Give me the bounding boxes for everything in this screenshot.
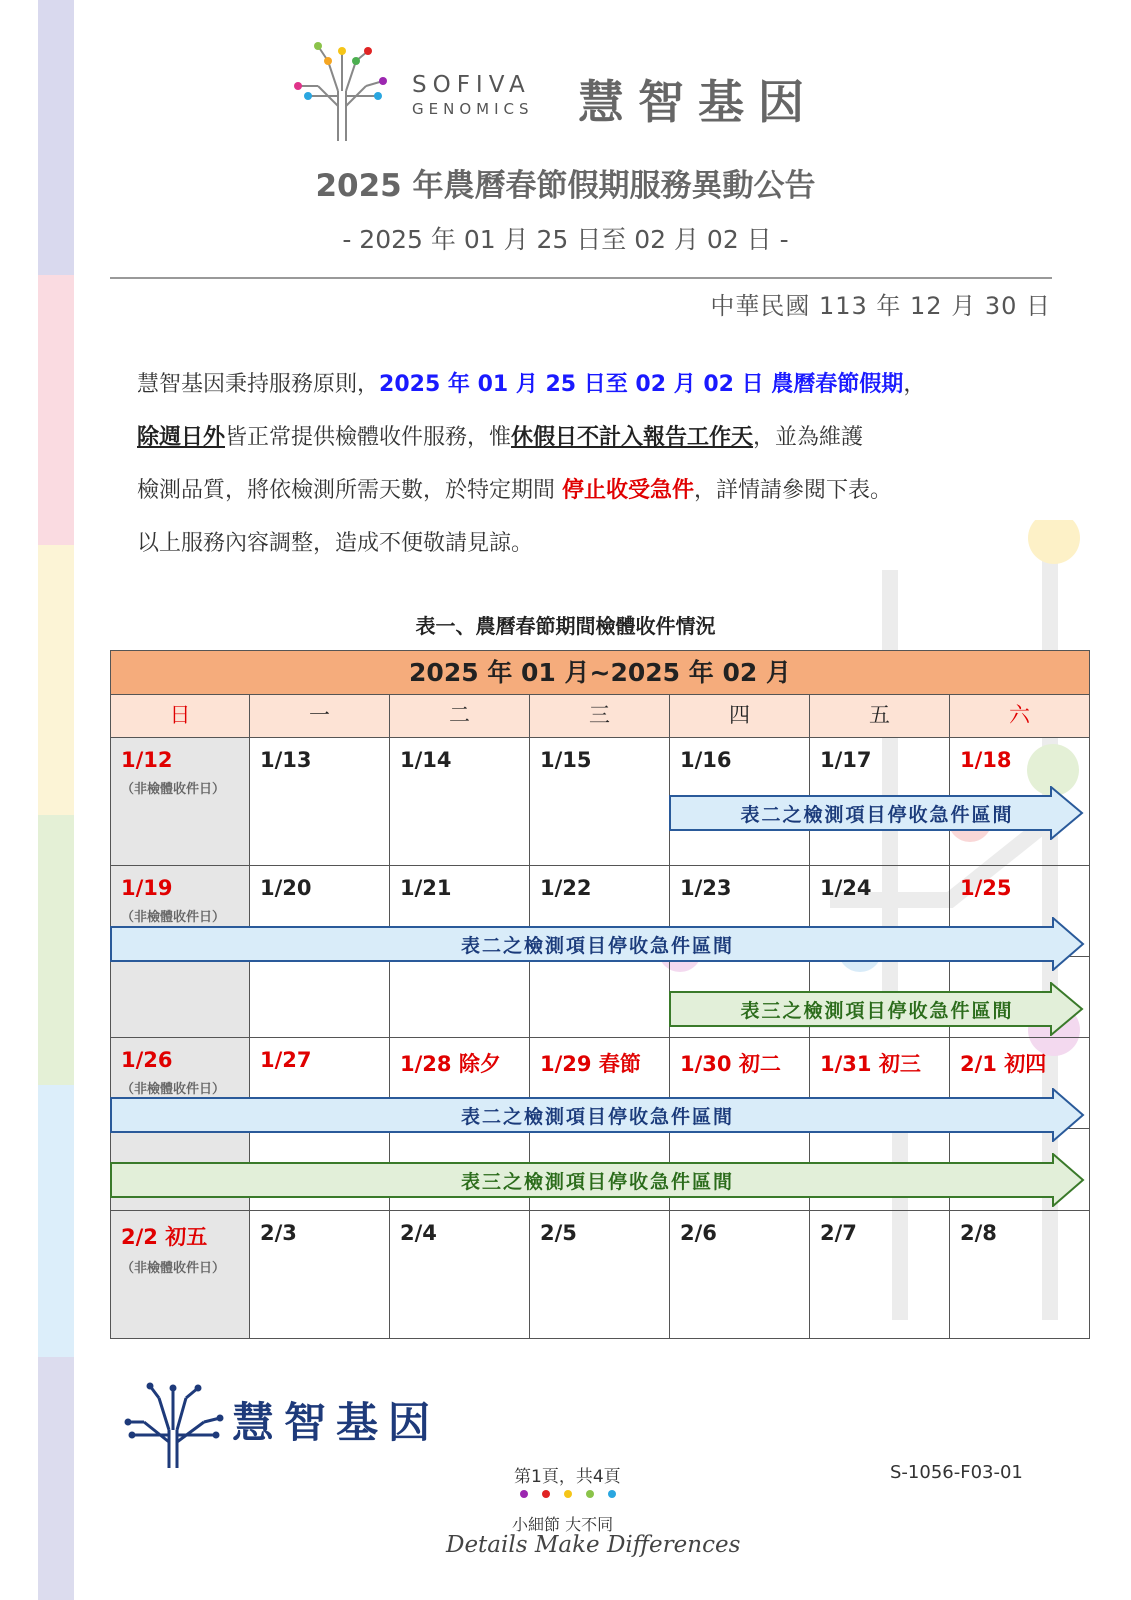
date-cell: 2/7 (810, 1211, 950, 1339)
dot-icon (542, 1490, 550, 1498)
brand-name: 慧智基因 (578, 75, 818, 129)
week-row-4 (110, 1211, 1090, 1339)
document-number: S-1056-F03-01 (890, 1462, 1023, 1483)
body-line-1: 慧智基因秉持服務原則，2025 年 01 月 25 日至 02 月 02 日 農曆春節假期， (137, 372, 926, 397)
announcement-body (137, 358, 1037, 570)
footer-logo (124, 1380, 464, 1470)
date-cell: 1/12 （非檢體收件日） (110, 738, 250, 866)
weekday-wed: 三 (530, 695, 670, 738)
date-cell: 1/20 (250, 866, 390, 1038)
date-cell: 2/5 (530, 1211, 670, 1339)
color-dots (520, 1490, 616, 1498)
date-cell: 1/24 (810, 866, 950, 1038)
date-cell: 1/17 (810, 738, 950, 866)
arrow-table3-interval: 表三之檢測項目停收急件區間 (110, 1163, 1085, 1197)
date-cell: 1/30 初二 (670, 1038, 810, 1211)
date-cell: 2/2 初五 （非檢體收件日） (110, 1211, 250, 1339)
date-cell: 1/15 (530, 738, 670, 866)
slogan-chinese: 小細節 大不同 (512, 1515, 614, 1534)
weekday-sat: 六 (950, 695, 1090, 738)
date-cell: 1/23 (670, 866, 810, 1038)
weekday-mon: 一 (250, 695, 390, 738)
page-subtitle: - 2025 年 01 月 25 日至 02 月 02 日 - (342, 225, 789, 254)
date-cell: 2/6 (670, 1211, 810, 1339)
week-row-3 (110, 1038, 1090, 1211)
dot-icon (564, 1490, 572, 1498)
date-cell: 1/27 (250, 1038, 390, 1211)
tree-logo-icon (124, 1380, 224, 1470)
date-cell: 2/3 (250, 1211, 390, 1339)
table-caption: 表一、農曆春節期間檢體收件情況 (415, 614, 716, 638)
date-cell: 1/28 除夕 (390, 1038, 530, 1211)
footer-brand: 慧智基因 (232, 1398, 441, 1447)
date-cell: 2/1 初四 (950, 1038, 1090, 1211)
weekday-thu: 四 (670, 695, 810, 738)
sofiva-logo (288, 36, 848, 146)
arrow-table2-interval: 表二之檢測項目停收急件區間 (669, 796, 1085, 830)
divider (110, 277, 1052, 279)
week-row-2 (110, 866, 1090, 1038)
weekday-tue: 二 (390, 695, 530, 738)
dot-icon (586, 1490, 594, 1498)
weekday-fri: 五 (810, 695, 950, 738)
dot-icon (520, 1490, 528, 1498)
announcement-date: 中華民國 113 年 12 月 30 日 (710, 292, 1051, 320)
dot-icon (608, 1490, 616, 1498)
date-cell: 1/26 （非檢體收件日） (110, 1038, 250, 1211)
date-cell: 1/31 初三 (810, 1038, 950, 1211)
date-cell: 1/16 (670, 738, 810, 866)
page-number: 第1頁，共4頁 (514, 1467, 621, 1487)
arrow-table2-interval: 表二之檢測項目停收急件區間 (110, 927, 1085, 961)
body-line-2: 除週日外皆正常提供檢體收件服務，惟休假日不計入報告工作天，並為維護 (137, 425, 864, 450)
date-cell: 1/29 春節 (530, 1038, 670, 1211)
tree-logo-icon (288, 36, 398, 146)
date-cell: 1/19 （非檢體收件日） (110, 866, 250, 1038)
date-cell: 2/4 (390, 1211, 530, 1339)
page-title: 2025 年農曆春節假期服務異動公告 (315, 168, 816, 204)
weekday-sun: 日 (110, 695, 250, 738)
date-cell: 1/22 (530, 866, 670, 1038)
date-cell: 1/14 (390, 738, 530, 866)
week-row-1 (110, 738, 1090, 866)
body-line-3: 檢測品質，將依檢測所需天數，於特定期間 停止收受急件，詳情請參閱下表。 (137, 478, 893, 503)
slogan-english: Details Make Differences (446, 1532, 741, 1558)
month-header: 2025 年 01 月~2025 年 02 月 (110, 650, 1090, 695)
holiday-calendar-table (110, 650, 1090, 1339)
arrow-table3-interval: 表三之檢測項目停收急件區間 (669, 992, 1085, 1026)
arrow-table2-interval: 表二之檢測項目停收急件區間 (110, 1098, 1085, 1132)
date-cell: 1/13 (250, 738, 390, 866)
body-line-4: 以上服務內容調整，造成不便敬請見諒。 (137, 531, 534, 556)
sofiva-wordmark: SOFIVA GENOMICS (412, 72, 534, 118)
date-cell: 2/8 (950, 1211, 1090, 1339)
weekday-header-row (110, 695, 1090, 738)
date-cell: 1/18 (950, 738, 1090, 866)
date-cell: 1/21 (390, 866, 530, 1038)
date-cell: 1/25 (950, 866, 1090, 1038)
